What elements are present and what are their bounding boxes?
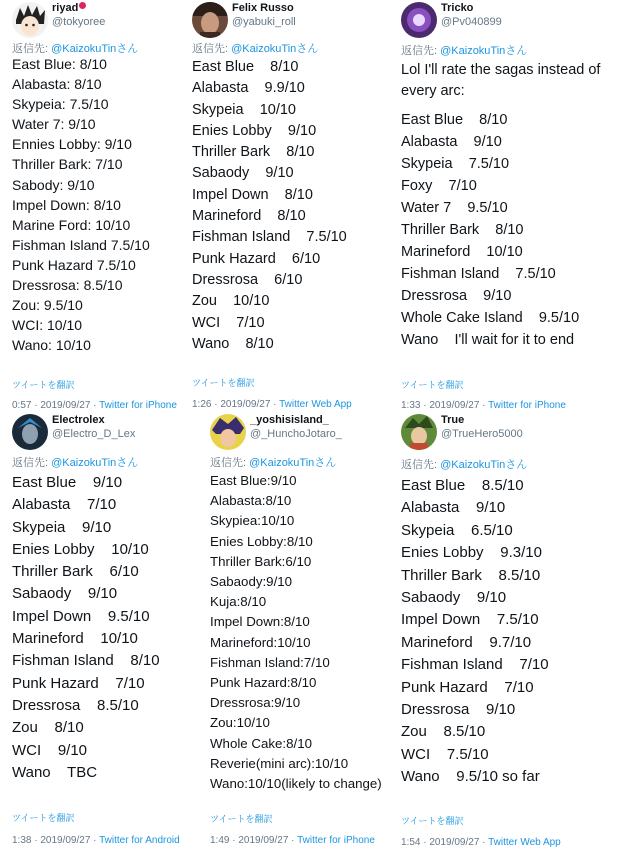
- rating-line: Skypeia: 7.5/10: [12, 96, 109, 113]
- rating-line: Marineford 8/10: [192, 208, 306, 225]
- rating-line: East Blue 8.5/10: [401, 477, 524, 494]
- rating-line: Thriller Bark:6/10: [210, 553, 312, 569]
- rating-line: Thriller Bark 8.5/10: [401, 566, 541, 584]
- rating-line: East Blue: 8/10: [12, 56, 107, 72]
- user-handle[interactable]: @tokyoree: [52, 16, 106, 28]
- tweet-source-link[interactable]: Twitter Web App: [488, 837, 561, 848]
- rating-line: Impel Down:8/10: [210, 614, 310, 630]
- rating-line: Punk Hazard:8/10: [210, 675, 317, 691]
- rating-line: Thriller Bark: 7/10: [12, 156, 123, 173]
- rating-line: Sabaody 9/10: [192, 165, 294, 182]
- rating-line: Whole Cake:8/10: [210, 735, 312, 751]
- rating-line: Punk Hazard 7/10: [12, 674, 145, 692]
- rating-line: Enies Lobby:8/10: [210, 533, 313, 549]
- rating-line: East Blue 8/10: [401, 112, 508, 128]
- tweet-time[interactable]: 1:38 · 2019/09/27 ·: [12, 835, 100, 846]
- tweet-card: [12, 2, 192, 414]
- tweet-card: [192, 2, 392, 414]
- rating-line: Punk Hazard 7/10: [401, 678, 534, 696]
- rating-line: Marineford 9.7/10: [401, 633, 532, 651]
- user-handle[interactable]: @Electro_D_Lex: [52, 428, 136, 440]
- rating-line: Wano:10/10(likely to change): [210, 776, 382, 792]
- rating-line: Marineford 10/10: [12, 630, 138, 648]
- rating-line: Dressrosa 8.5/10: [12, 696, 139, 714]
- rating-line: Fishman Island 7/10: [401, 656, 549, 674]
- tweet-source-link[interactable]: Twitter for iPhone: [488, 400, 566, 411]
- rating-line: Alabasta 9/10: [401, 134, 502, 150]
- rating-line: Fishman Island 8/10: [12, 652, 160, 670]
- tweet-time[interactable]: 1:26 · 2019/09/27 ·: [192, 399, 280, 410]
- tweet-time[interactable]: 1:33 · 2019/09/27 ·: [401, 400, 489, 411]
- rating-line: Sabaody:9/10: [210, 574, 293, 590]
- display-name[interactable]: True: [441, 414, 465, 426]
- reply-mention-link[interactable]: @KaizokuTinさん: [440, 45, 528, 57]
- rating-line: Alabasta 7/10: [12, 496, 117, 514]
- translate-tweet-link[interactable]: ツイートを翻訳: [12, 813, 75, 823]
- tweet-card: [12, 414, 210, 848]
- reply-mention-link[interactable]: @KaizokuTinさん: [249, 457, 337, 469]
- rating-line: Alabasta 9/10: [401, 499, 506, 517]
- reply-prefix: 返信先:: [192, 43, 232, 55]
- jojo-avatar-icon[interactable]: [210, 414, 246, 450]
- rating-line: Fishman Island 7.5/10: [192, 229, 347, 246]
- tweet-timestamp: [401, 400, 566, 411]
- rating-line: Enies Lobby 9/10: [192, 122, 317, 139]
- rating-line: Sabaody 9/10: [401, 589, 507, 607]
- reply-prefix: 返信先:: [210, 457, 250, 469]
- rating-line: Fishman Island:7/10: [210, 654, 330, 670]
- tweet-card: [401, 414, 638, 848]
- rating-line: Zou:10/10: [210, 715, 270, 731]
- rating-line: Wano TBC: [12, 763, 98, 781]
- rating-line: Marineford 10/10: [401, 244, 523, 260]
- rating-line: Zou: 9.5/10: [12, 297, 83, 314]
- rating-line: Punk Hazard 6/10: [192, 250, 321, 267]
- tweet-source-link[interactable]: Twitter Web App: [279, 399, 352, 410]
- tweet-card: [210, 414, 400, 848]
- rating-line: Thriller Bark 8/10: [192, 144, 315, 161]
- rating-line: Impel Down 9.5/10: [12, 607, 150, 625]
- tweet-source-link[interactable]: Twitter for Android: [99, 835, 180, 846]
- rating-line: Thriller Bark 6/10: [12, 563, 139, 581]
- tweet-timestamp: [192, 399, 352, 410]
- rating-line: Dressrosa 9/10: [401, 701, 516, 719]
- rating-line: WCI 7/10: [192, 314, 265, 331]
- translate-tweet-link[interactable]: ツイートを翻訳: [401, 816, 464, 826]
- rating-line: Dressrosa:9/10: [210, 695, 301, 711]
- reply-prefix: 返信先:: [401, 45, 441, 57]
- reply-mention-link[interactable]: @KaizokuTinさん: [231, 43, 319, 55]
- rating-line: Enies Lobby 10/10: [12, 540, 149, 558]
- rating-line: Fishman Island 7.5/10: [12, 236, 150, 253]
- tweet-timestamp: [401, 837, 561, 848]
- reply-to-line: [12, 454, 138, 470]
- tweet-card: [401, 2, 638, 414]
- translate-tweet-link[interactable]: ツイートを翻訳: [12, 380, 75, 390]
- tweet-timestamp: [12, 400, 177, 411]
- rating-line: Dressrosa 9/10: [401, 288, 512, 304]
- translate-tweet-link[interactable]: ツイートを翻訳: [210, 814, 273, 824]
- reply-mention-link[interactable]: @KaizokuTinさん: [51, 43, 139, 55]
- dark-avatar-icon[interactable]: [12, 414, 48, 450]
- rating-line: Ennies Lobby: 9/10: [12, 136, 132, 153]
- tweet-intro: Lol I'll rate the sagas instead of every arc:: [401, 62, 601, 99]
- rating-line: Sabody: 9/10: [12, 176, 95, 193]
- rating-line: Foxy 7/10: [401, 178, 477, 194]
- rating-line: WCI 9/10: [12, 741, 88, 759]
- rating-line: Water 7 9.5/10: [401, 200, 508, 216]
- tweet-text: [192, 57, 347, 355]
- display-name[interactable]: Electrolex: [52, 414, 105, 426]
- rating-line: Zou 10/10: [192, 293, 270, 310]
- rating-line: Kuja:8/10: [210, 594, 267, 610]
- rating-line: WCI: 10/10: [12, 317, 83, 334]
- rating-line: East Blue:9/10: [210, 473, 297, 488]
- rating-line: Wano 9.5/10 so far: [401, 768, 540, 786]
- rating-line: Dressrosa: 8.5/10: [12, 277, 123, 294]
- rating-line: Alabasta 9.9/10: [192, 80, 305, 97]
- user-handle[interactable]: @_HunchoJotaro_: [250, 428, 342, 440]
- rating-line: Zou 8.5/10: [401, 723, 486, 741]
- rating-line: Dressrosa 6/10: [192, 271, 303, 288]
- rating-line: Skypeia 6.5/10: [401, 521, 513, 539]
- tweet-timestamp: [210, 835, 375, 846]
- tweet-time[interactable]: 0:57 · 2019/09/27 ·: [12, 400, 100, 411]
- rating-line: Thriller Bark 8/10: [401, 222, 524, 238]
- rating-line: Sabaody 9/10: [12, 585, 118, 603]
- rating-line: Enies Lobby 9.3/10: [401, 544, 542, 562]
- rating-line: Alabasta:8/10: [210, 493, 292, 509]
- rating-line: Impel Down 8/10: [192, 186, 313, 203]
- rating-line: Whole Cake Island 9.5/10: [401, 310, 580, 326]
- rating-line: Marineford:10/10: [210, 634, 311, 650]
- rating-line: Wano I'll wait for it to end: [401, 332, 575, 348]
- purple-avatar-icon[interactable]: [401, 2, 437, 38]
- tweet-time[interactable]: 1:49 · 2019/09/27 ·: [210, 835, 298, 846]
- tweet-timestamp: [12, 835, 180, 846]
- green-avatar-icon[interactable]: [401, 414, 437, 450]
- rating-line: Reverie(mini arc):10/10: [210, 755, 349, 771]
- rating-line: Zou 8/10: [12, 719, 84, 737]
- user-handle[interactable]: @TrueHero5000: [441, 428, 523, 440]
- tweet-source-link[interactable]: Twitter for iPhone: [99, 400, 177, 411]
- tweet-text: [401, 475, 549, 789]
- rating-line: Punk Hazard 7.5/10: [12, 256, 136, 273]
- tweet-text: [210, 471, 382, 794]
- translate-tweet-link[interactable]: ツイートを翻訳: [192, 378, 255, 388]
- reply-to-line: [401, 456, 527, 472]
- tweet-text: [12, 472, 160, 784]
- rating-line: Water 7: 9/10: [12, 116, 96, 133]
- anime-avatar-icon[interactable]: [12, 2, 48, 38]
- photo-avatar-icon[interactable]: [192, 2, 228, 38]
- reply-to-line: [192, 40, 318, 56]
- reply-to-line: [401, 42, 527, 58]
- rating-line: East Blue 8/10: [192, 59, 299, 75]
- rating-line: Skypiea:10/10: [210, 513, 295, 529]
- user-handle[interactable]: @yabuki_roll: [232, 16, 296, 28]
- balloon-icon: [79, 2, 86, 9]
- display-name[interactable]: Felix Russo: [232, 2, 294, 14]
- tweet-source-link[interactable]: Twitter for iPhone: [297, 835, 375, 846]
- rating-line: Wano: 10/10: [12, 337, 91, 354]
- rating-line: Skypeia 7.5/10: [401, 156, 510, 172]
- rating-line: Alabasta: 8/10: [12, 76, 102, 93]
- display-name[interactable]: Tricko: [441, 2, 474, 14]
- rating-line: Skypeia 9/10: [12, 518, 112, 536]
- rating-line: Wano 8/10: [192, 335, 274, 352]
- reply-prefix: 返信先:: [12, 43, 52, 55]
- rating-line: Impel Down: 8/10: [12, 196, 121, 213]
- tweet-text: [401, 109, 579, 351]
- tweet-time[interactable]: 1:54 · 2019/09/27 ·: [401, 837, 489, 848]
- user-handle[interactable]: @Pv040899: [441, 16, 502, 28]
- display-name[interactable]: riyad: [52, 2, 86, 14]
- rating-line: WCI 7.5/10: [401, 745, 489, 763]
- reply-to-line: [210, 454, 336, 470]
- rating-line: Impel Down 7.5/10: [401, 611, 539, 629]
- translate-tweet-link[interactable]: ツイートを翻訳: [401, 380, 464, 390]
- rating-line: Fishman Island 7.5/10: [401, 266, 556, 282]
- rating-line: Skypeia 10/10: [192, 101, 296, 118]
- reply-prefix: 返信先:: [401, 459, 441, 471]
- reply-mention-link[interactable]: @KaizokuTinさん: [440, 459, 528, 471]
- reply-mention-link[interactable]: @KaizokuTinさん: [51, 457, 139, 469]
- display-name[interactable]: _yoshisisland_: [250, 414, 329, 426]
- tweet-text: [12, 54, 150, 355]
- rating-line: East Blue 9/10: [12, 474, 123, 491]
- reply-prefix: 返信先:: [12, 457, 52, 469]
- rating-line: Marine Ford: 10/10: [12, 216, 131, 233]
